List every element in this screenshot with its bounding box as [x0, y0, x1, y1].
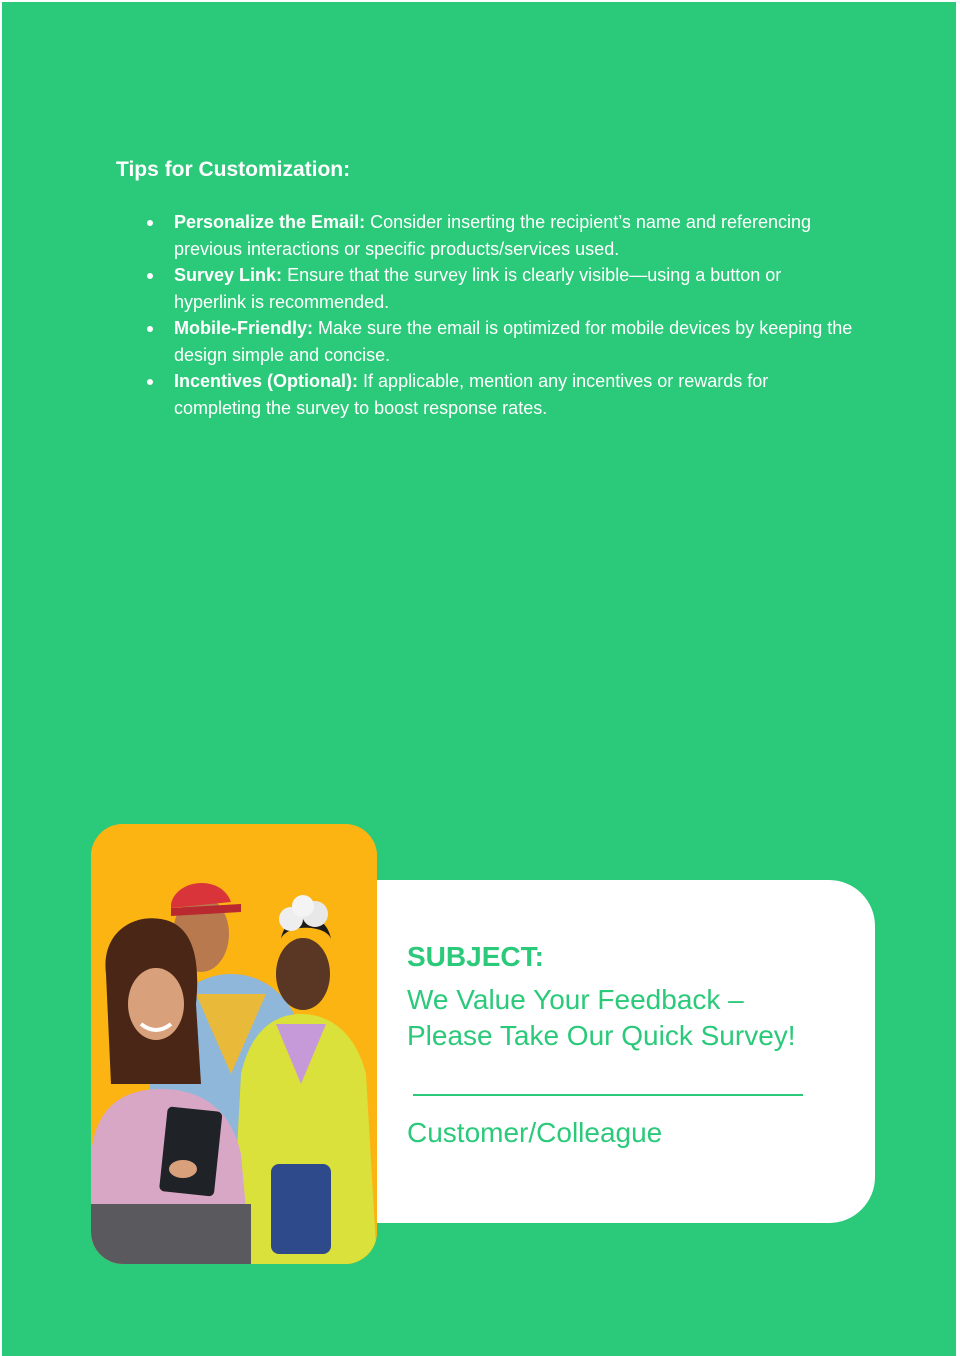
tip-item-incentives: [174, 368, 854, 421]
tip-item-survey-link: [174, 262, 854, 315]
tip-item-personalize: [174, 209, 854, 262]
page-background: [2, 2, 956, 1356]
tip-text: Consider inserting the recipient’s name and referencing previous interactions or specific products/services used.: [174, 212, 812, 259]
subject-line-1: We Value Your Feedback –: [407, 984, 744, 1015]
tip-label: Personalize the Email:: [174, 212, 366, 232]
tip-label: Survey Link:: [174, 265, 283, 285]
divider-line: [413, 1094, 803, 1096]
subject-line-2: Please Take Our Quick Survey!: [407, 1020, 796, 1051]
tip-item-mobile-friendly: [174, 315, 854, 368]
tip-text: Make sure the email is optimized for mobile devices by keeping the design simple and concise.: [174, 318, 853, 365]
subject-label: SUBJECT:: [407, 941, 544, 972]
tip-text: If applicable, mention any incentives or rewards for completing the survey to boost response rates.: [174, 371, 769, 418]
tips-list: [174, 209, 854, 421]
tips-title: Tips for Customization:: [116, 158, 351, 181]
tip-label: Mobile-Friendly:: [174, 318, 313, 338]
recipient-label: Customer/Colleague: [407, 1117, 663, 1148]
tip-text: Ensure that the survey link is clearly visible—using a button or hyperlink is recommended.: [174, 265, 782, 312]
subject-line: [407, 982, 847, 1054]
group-photo-icon: [91, 824, 377, 1264]
tip-label: Incentives (Optional):: [174, 371, 359, 391]
